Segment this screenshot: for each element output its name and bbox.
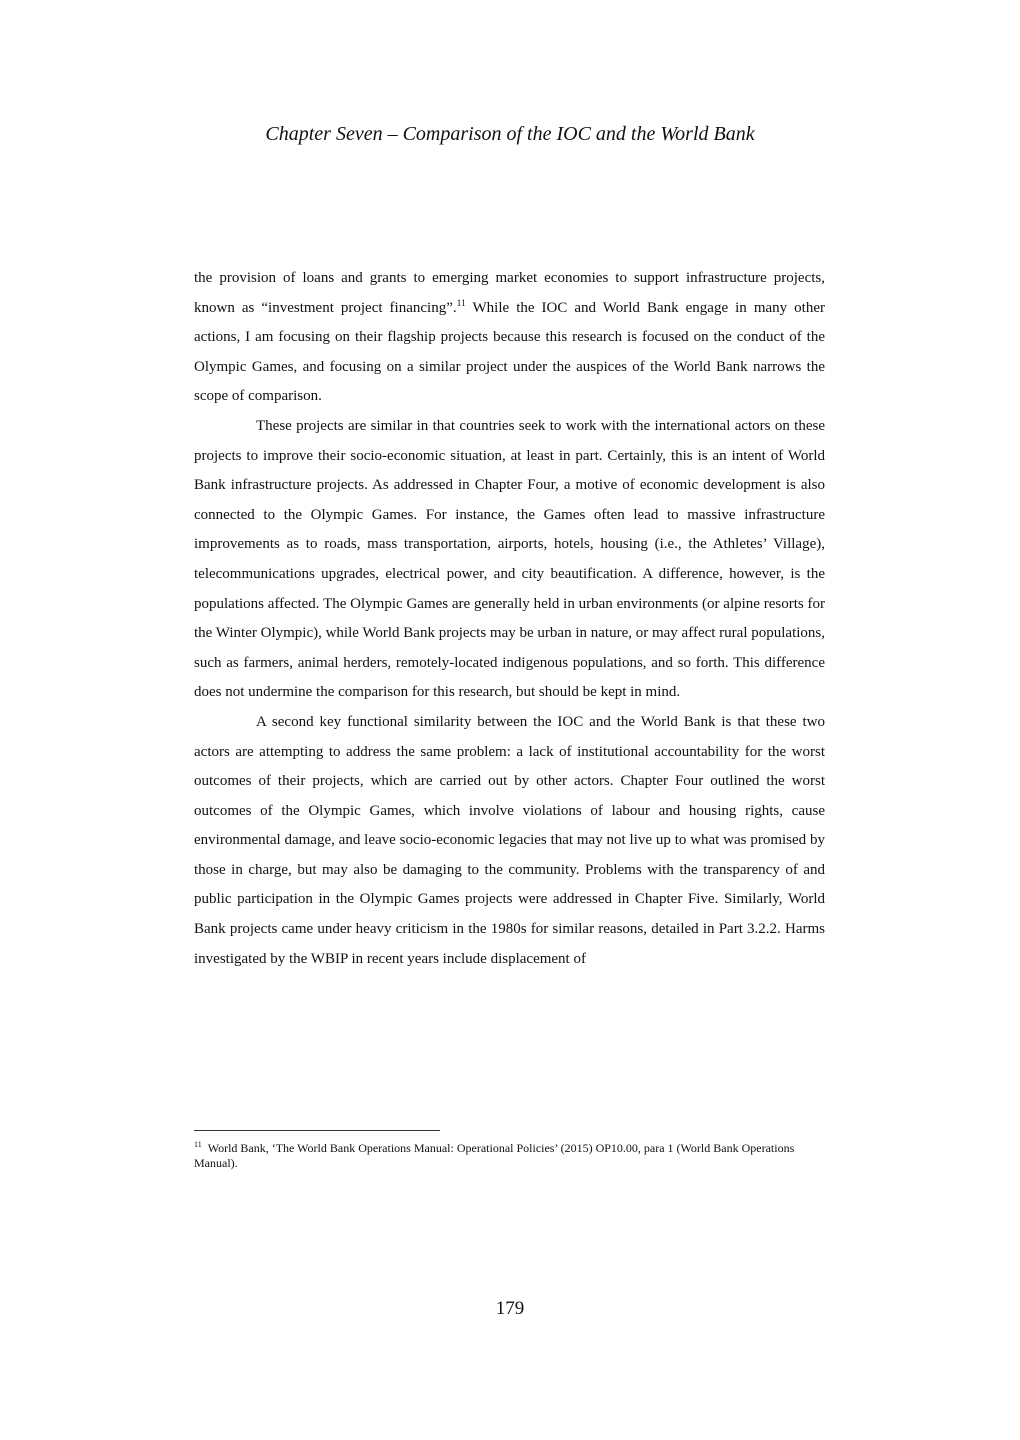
body-text bbox=[194, 264, 825, 974]
paragraph-1 bbox=[194, 264, 825, 412]
paragraph-1-text-after-ref: While the IOC and World Bank engage in many other actions, I am focusing on their flagship projects because this research is focused on the conduct of the Olympic Games, and focusing on a similar project under the auspices of the World Bank narrows the scope of comparison. bbox=[194, 299, 825, 405]
paragraph-2: These projects are similar in that countries seek to work with the international actors on these projects to improve their socio-economic situation, at least in part. Certainly, this is an intent of World Bank infrastructure projects. As addressed in Chapter Four, a motive of economic development is also connected to the Olympic Games. For instance, the Games often lead to massive infrastructure improvements as to roads, mass transportation, airports, hotels, housing (i.e., the Athletes’ Village), telecommunications upgrades, electrical power, and city beautification. A difference, however, is the populations affected. The Olympic Games are generally held in urban environments (or alpine resorts for the Winter Olympic), while World Bank projects may be urban in nature, or may affect rural populations, such as farmers, animal herders, remotely-located indigenous populations, and so forth. This difference does not undermine the comparison for this research, but should be kept in mind. bbox=[194, 417, 825, 701]
footnote-number: 11 bbox=[194, 1140, 202, 1149]
running-header: Chapter Seven – Comparison of the IOC and the World Bank bbox=[265, 123, 755, 145]
footnote-text: World Bank, ‘The World Bank Operations Manual: Operational Policies’ (2015) OP10.00, para 1 (World Bank Operations Manual). bbox=[194, 1141, 795, 1170]
footnote-divider bbox=[194, 1130, 440, 1131]
footnote-reference: 11 bbox=[456, 298, 466, 309]
paragraph-1-text-before-ref: the provision of loans and grants to emerging market economies to support infrastructure projects, known as “investment project financing”. bbox=[194, 270, 825, 316]
footnote-11 bbox=[194, 1141, 825, 1171]
page-number: 179 bbox=[495, 1298, 525, 1319]
paragraph-3: A second key functional similarity between the IOC and the World Bank is that these two actors are attempting to address the same problem: a lack of institutional accountability for the worst outcomes of their projects, which are carried out by other actors. Chapter Four outlined the worst outcomes of the Olympic Games, which involve violations of labour and housing rights, cause environmental damage, and leave socio-economic legacies that may not live up to what was promised by those in charge, but may also be damaging to the community. Problems with the transparency of and public participation in the Olympic Games projects were addressed in Chapter Five. Similarly, World Bank projects came under heavy criticism in the 1980s for similar reasons, detailed in Part 3.2.2. Harms investigated by the WBIP in recent years include displacement of bbox=[194, 713, 825, 967]
